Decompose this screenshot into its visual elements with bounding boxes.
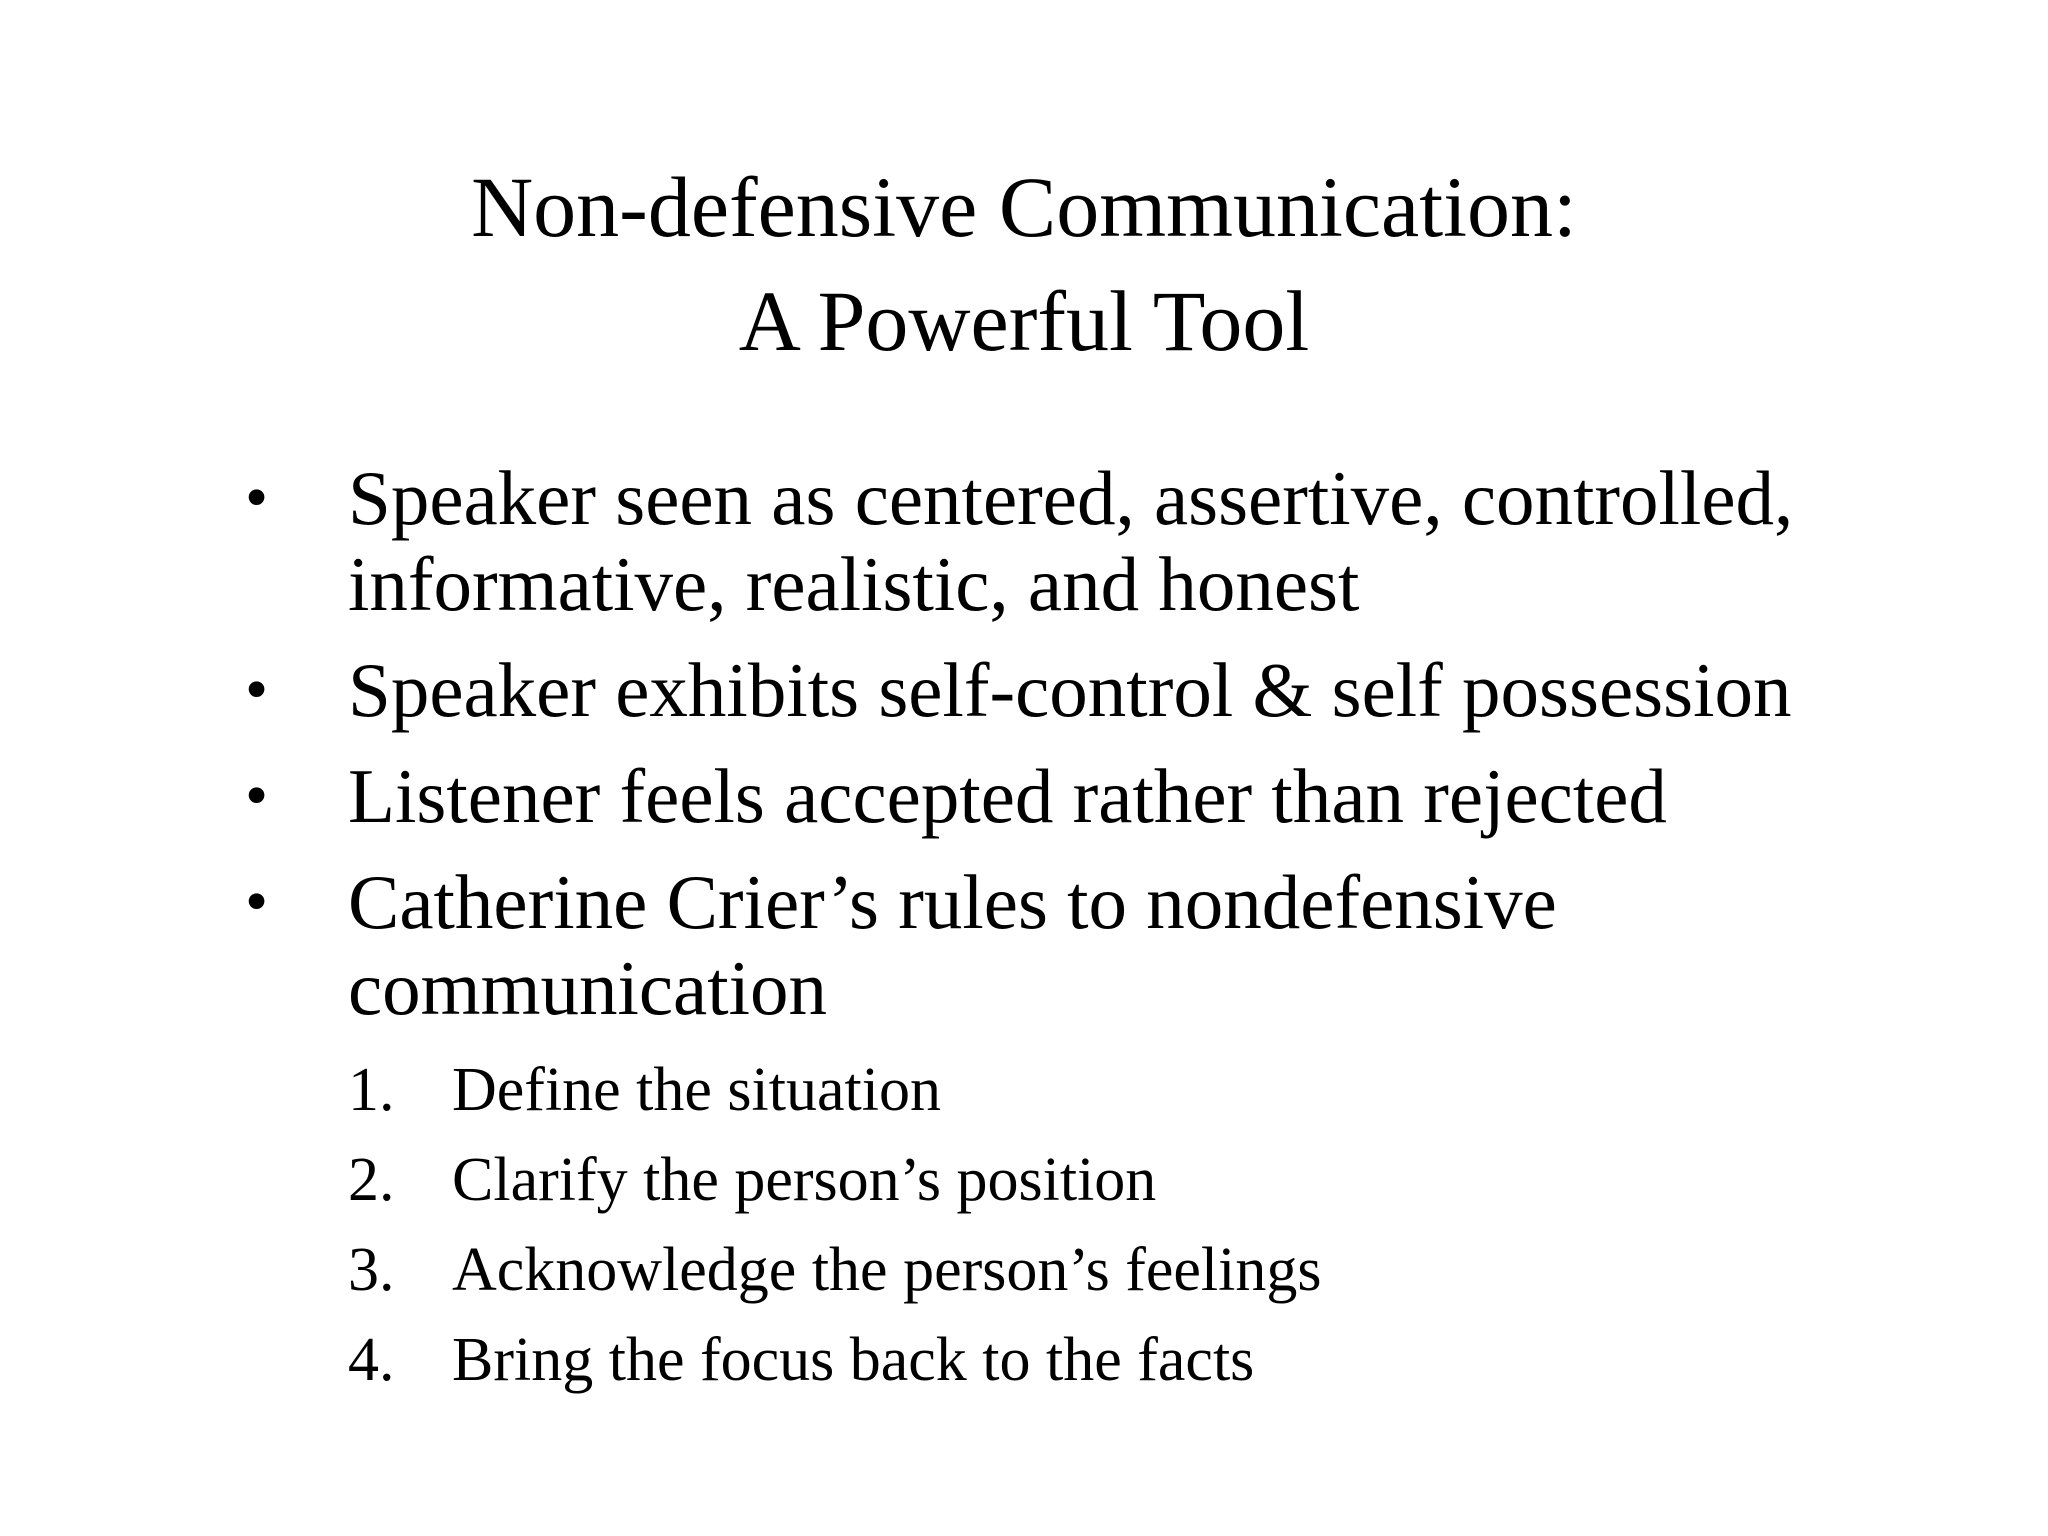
bullet-text: informative, realistic, and honest <box>348 541 1360 627</box>
slide-title-line-2: A Powerful Tool <box>738 273 1310 369</box>
bullet-item <box>0 455 1908 627</box>
numbered-marker: 2. <box>348 1146 395 1214</box>
bullet-icon: • <box>245 759 269 832</box>
numbered-item <box>0 1135 2048 1225</box>
numbered-text: Bring the focus back to the facts <box>452 1326 1255 1394</box>
numbered-marker: 1. <box>348 1056 395 1124</box>
bullet-item <box>0 753 1908 839</box>
numbered-item <box>0 1225 2048 1315</box>
bullet-icon: • <box>245 461 269 534</box>
bullet-text: Speaker exhibits self-control & self possession <box>348 647 1792 733</box>
slide-title-line-1: Non-defensive Communication: <box>471 159 1577 255</box>
numbered-marker: 3. <box>348 1236 395 1304</box>
bullet-icon: • <box>245 865 269 938</box>
bullet-text: Catherine Crier’s rules to nondefensive <box>348 859 1557 945</box>
numbered-marker: 4. <box>348 1326 395 1394</box>
numbered-item <box>0 1045 2048 1135</box>
bullet-item <box>0 859 1908 1031</box>
bullet-text: Listener feels accepted rather than rejected <box>348 753 1667 839</box>
bullet-icon: • <box>245 653 269 726</box>
bullet-list <box>0 455 2048 1051</box>
numbered-text: Clarify the person’s position <box>452 1146 1157 1214</box>
bullet-item <box>0 647 1908 733</box>
numbered-text: Define the situation <box>452 1056 941 1124</box>
numbered-list <box>0 1045 2048 1405</box>
bullet-text: communication <box>348 945 827 1031</box>
numbered-text: Acknowledge the person’s feelings <box>452 1236 1322 1304</box>
numbered-item <box>0 1315 2048 1405</box>
bullet-text: Speaker seen as centered, assertive, controlled, <box>348 455 1794 541</box>
slide-title <box>0 150 2048 378</box>
